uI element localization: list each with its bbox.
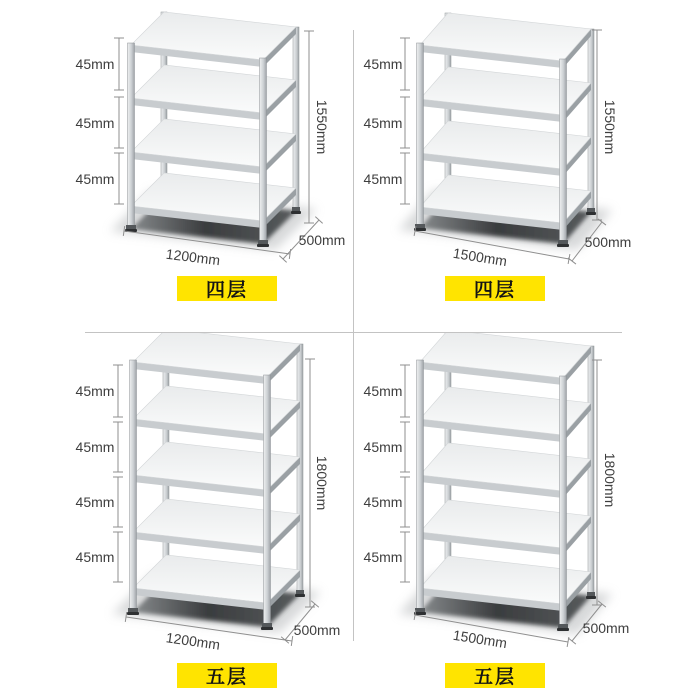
- height-dimension-label: 1800mm: [314, 455, 330, 511]
- panel-four-tier-1500: [350, 0, 700, 333]
- tier-count-badge: 四层: [177, 276, 277, 301]
- shelf-spacing-label: 45mm: [363, 494, 403, 510]
- shelf-spacing-label: 45mm: [363, 383, 403, 399]
- width-dimension-label: 1500mm: [451, 626, 509, 652]
- width-dimension-label: 1200mm: [164, 629, 222, 653]
- width-dimension-label: 1200mm: [164, 245, 222, 269]
- depth-dimension-label: 500mm: [298, 232, 346, 248]
- shelf-spacing-label: 45mm: [363, 56, 403, 72]
- shelf-spacing-label: 45mm: [75, 383, 115, 399]
- tier-count-badge: 五层: [445, 663, 545, 688]
- tier-count-badge: 五层: [177, 663, 277, 688]
- shelf-spacing-label: 45mm: [363, 549, 403, 565]
- depth-dimension-label: 500mm: [582, 620, 630, 636]
- height-dimension-label: 1550mm: [602, 99, 618, 155]
- shelf-spacing-label: 45mm: [75, 494, 115, 510]
- panel-four-tier-1200: [0, 0, 350, 333]
- height-dimension-label: 1550mm: [314, 99, 330, 155]
- shelf-spacing-label: 45mm: [363, 439, 403, 455]
- width-dimension-label: 1500mm: [451, 244, 509, 270]
- depth-dimension-label: 500mm: [584, 234, 632, 250]
- panel-five-tier-1500: [350, 333, 700, 700]
- shelf-spacing-label: 45mm: [75, 114, 115, 131]
- shelf-spacing-label: 45mm: [75, 56, 115, 72]
- depth-dimension-label: 500mm: [293, 622, 341, 638]
- shelf-spacing-label: 45mm: [363, 170, 403, 187]
- shelf-illustration: [350, 333, 700, 700]
- shelf-spacing-label: 45mm: [75, 170, 115, 187]
- tier-count-badge: 四层: [445, 276, 545, 301]
- shelf-spacing-label: 45mm: [75, 439, 115, 455]
- shelf-illustration: [0, 0, 350, 333]
- shelf-spacing-label: 45mm: [363, 114, 403, 131]
- shelf-spacing-label: 45mm: [75, 549, 115, 565]
- height-dimension-label: 1800mm: [602, 452, 618, 508]
- panel-five-tier-1200: [0, 333, 350, 700]
